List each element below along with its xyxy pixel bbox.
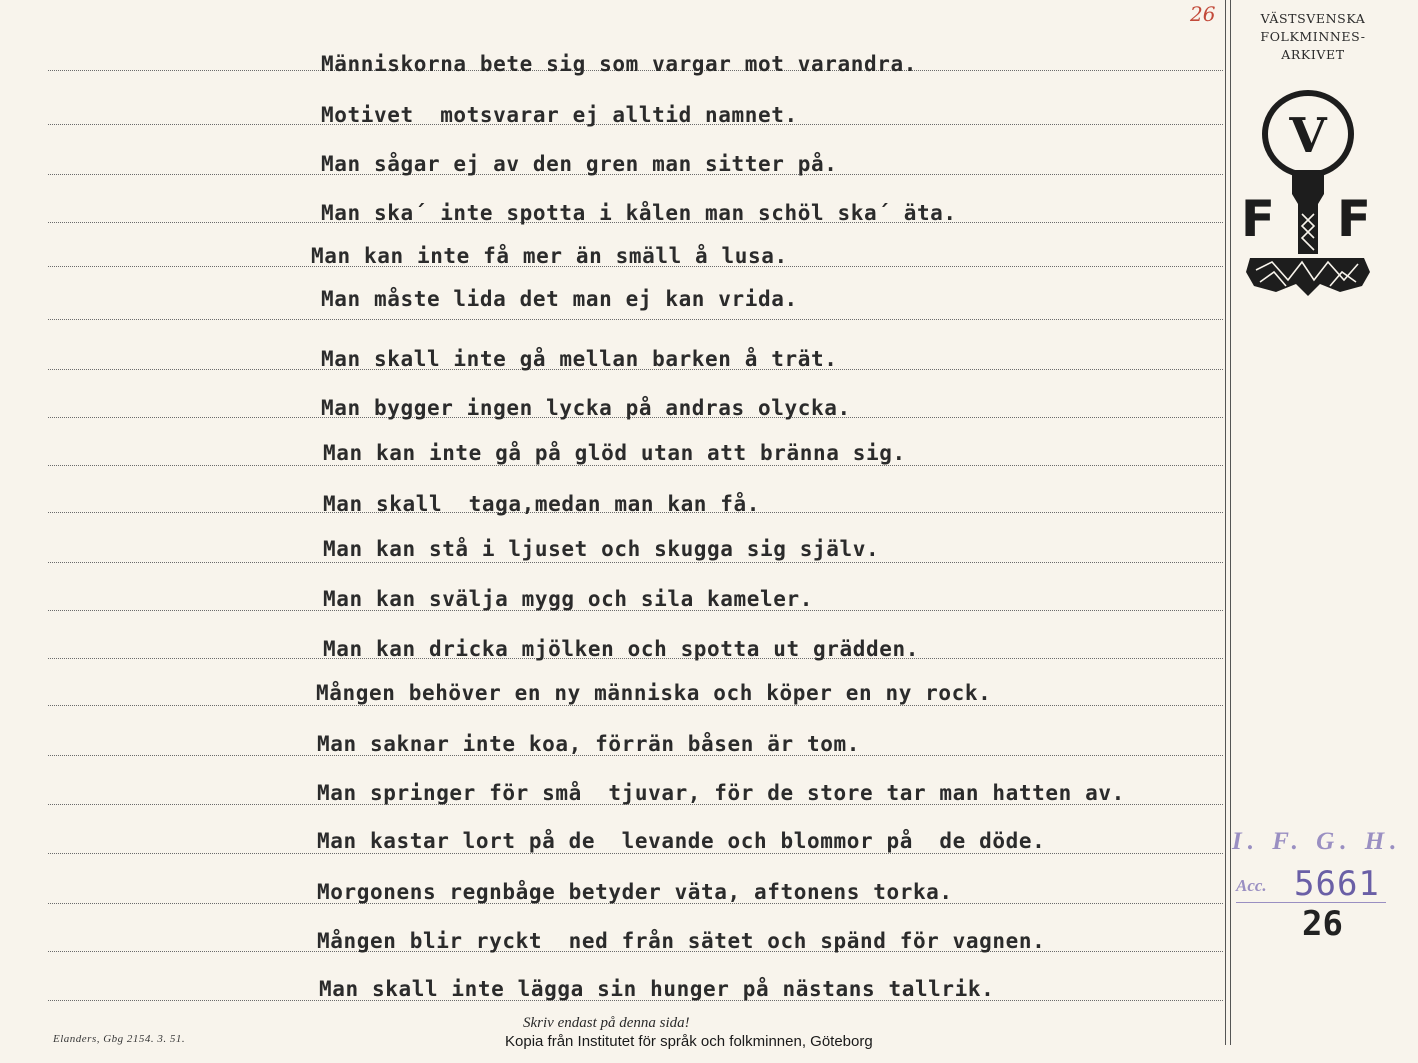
archive-stamp-initials: I. F. G. H. [1232,828,1403,855]
ruled-line [48,319,1223,320]
ruled-line [48,465,1223,466]
stamp-underline [1236,902,1386,903]
archive-logo [1240,86,1375,298]
proverb-line: Morgonens regnbåge betyder väta, aftonens torka. [317,880,953,904]
proverb-line: Människorna bete sig som vargar mot varandra. [321,52,917,76]
margin-rule [1230,0,1231,1045]
proverb-line: Man ska´ inte spotta i kålen man schöl ska´ äta. [321,201,957,225]
proverb-line: Man skall inte lägga sin hunger på nästans tallrik. [319,977,995,1001]
proverb-line: Mången behöver en ny människa och köper en ny rock. [316,681,992,705]
page-number-stamp: 26 [1302,904,1343,944]
copy-credit: Kopia från Institutet för språk och folkminnen, Göteborg [505,1033,873,1050]
ruled-line [48,853,1223,854]
margin-rule [1225,0,1226,1045]
proverb-line: Man skall inte gå mellan barken å trät. [321,347,838,371]
accession-number: 5661 [1294,864,1380,904]
proverb-line: Man kan svälja mygg och sila kameler. [323,587,813,611]
archive-name-line: ARKIVET [1281,47,1345,62]
ruled-line [48,562,1223,563]
accession-label: Acc. [1236,876,1267,895]
proverb-line: Man kastar lort på de levande och blommor på de döde. [317,829,1046,853]
proverb-line: Man kan inte gå på glöd utan att bränna sig. [323,441,906,465]
archive-name-line: VÄSTSVENSKA [1260,11,1366,26]
ruled-line [48,705,1223,706]
proverb-line: Man kan dricka mjölken och spotta ut grädden. [323,637,919,661]
proverb-line: Man kan inte få mer än smäll å lusa. [311,244,788,268]
archive-name [1238,10,1388,64]
proverb-line: Man bygger ingen lycka på andras olycka. [321,396,851,420]
proverb-line: Man skall taga,medan man kan få. [323,492,761,516]
footer-instruction: Skriv endast på denna sida! [523,1015,690,1031]
proverb-line: Motivet motsvarar ej alltid namnet. [321,103,798,127]
archive-name-line: FOLKMINNES- [1260,29,1366,44]
logo-letter-f-left: F [1240,190,1276,248]
proverb-line: Man springer för små tjuvar, för de store tar man hatten av. [317,781,1125,805]
proverb-line: Mången blir ryckt ned från sätet och spänd för vagnen. [317,929,1046,953]
proverb-line: Man kan stå i ljuset och skugga sig själv. [323,537,880,561]
handwritten-page-number: 26 [1190,2,1216,26]
logo-letter-f-right: F [1336,190,1372,248]
printer-mark: Elanders, Gbg 2154. 3. 51. [53,1033,186,1045]
proverb-line: Man sågar ej av den gren man sitter på. [321,152,838,176]
proverb-line: Man saknar inte koa, förrän båsen är tom. [317,732,860,756]
proverb-line: Man måste lida det man ej kan vrida. [321,287,798,311]
logo-letter-v: V [1289,108,1327,164]
